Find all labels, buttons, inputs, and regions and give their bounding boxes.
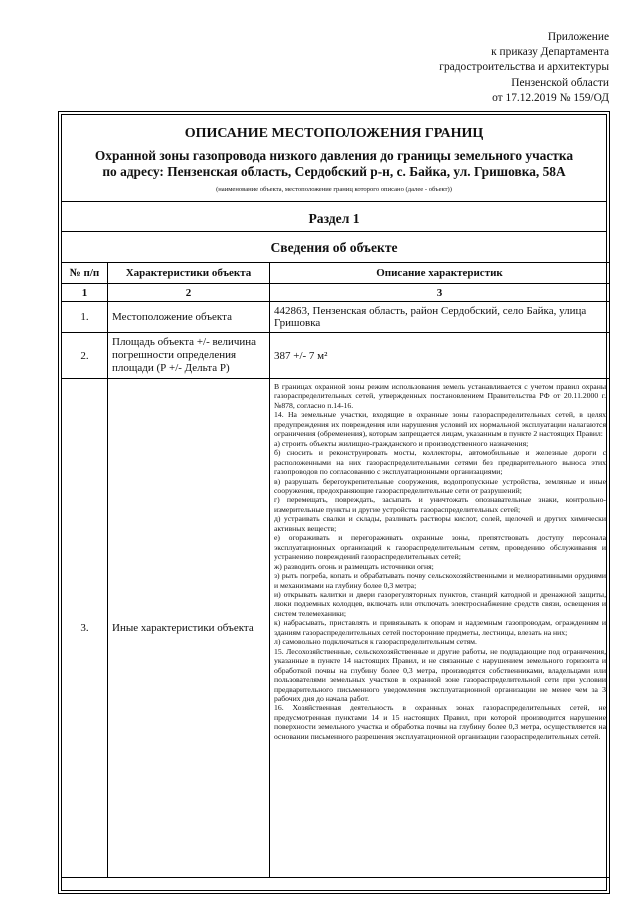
column-header: Описание характеристик (270, 263, 610, 284)
column-number: 1 (62, 284, 108, 302)
table-header-row (62, 263, 610, 284)
table-row (62, 379, 610, 878)
legal-paragraph: д) устраивать свалки и склады, разливать растворы кислот, солей, щелочей и других химически активных веществ; (274, 514, 606, 533)
row-number: 3. (62, 379, 108, 878)
section-subtitle: Сведения об объекте (270, 240, 398, 255)
document-frame (58, 111, 610, 894)
section-title: Раздел 1 (308, 211, 360, 226)
column-number-row (62, 284, 610, 302)
column-header: № п/п (62, 263, 108, 284)
legal-paragraph: в) разрушать берегоукрепительные сооружения, водопропускные устройства, земляные и иные сооружения, предохраняющие газораспределительные сети от разрушений; (274, 476, 606, 495)
legal-paragraph: к) набрасывать, приставлять и привязывать к опорам и надземным газопроводам, ограждениям и зданиям газораспределительных сетей посторонние предметы, лестницы, влезать на них; (274, 618, 606, 637)
divider (62, 231, 606, 232)
document-inner-frame (61, 114, 607, 891)
legal-paragraph: б) сносить и реконструировать мосты, коллекторы, автомобильные и железные дороги с расположенными на них газораспределительными сетями без предварительного выноса этих газопроводов по согласованию с эксплуатационными организациями; (274, 448, 606, 477)
subtitle-line-2: по адресу: Пензенская область, Сердобский р-н, с. Байка, ул. Гришовка, 58А (102, 164, 566, 179)
table-row (62, 302, 610, 333)
appendix-line: Приложение (547, 31, 609, 43)
appendix-line: градостроительства и архитектуры (439, 61, 609, 74)
legal-paragraph: 15. Лесохозяйственные, сельскохозяйственные и другие работы, не подпадающие под ограничения, указанные в пункте 14 настоящих Правил, и не связанные с нарушением земельного горизонта и обработкой почвы на глубину более 0,3 метра, производятся собственниками, владельцами или пользователями земельных участков в охранной зоне газораспределительной сети при условии предварительного письменного уведомления эксплуатационной организации не менее чем за 3 рабочих дня до начала работ. (274, 646, 606, 703)
row-characteristic: Иные характеристики объекта (108, 379, 270, 878)
column-number: 3 (270, 284, 610, 302)
subtitle-line-1: Охранной зоны газопровода низкого давления до границы земельного участка (94, 148, 574, 163)
legal-paragraph: 16. Хозяйственная деятельность в охранных зонах газораспределительных сетей, не предусмотренная пунктами 14 и 15 настоящих Правил, при которой производится нарушение поверхности земельного участка и обработка почвы на глубину более 0,3 метра, осуществляется на основании письменного разрешения эксплуатационной организации газораспределительных сетей. (274, 703, 606, 741)
object-info-table (61, 262, 610, 878)
appendix-line: к приказу Департамента (491, 46, 609, 59)
document-subtitle (62, 148, 606, 180)
column-number: 2 (108, 284, 270, 302)
legal-paragraph: и) открывать калитки и двери газорегуляторных пунктов, станций катодной и дренажной защиты, люки подземных колодцев, включать или отключать электроснабжение средств связи, освещения и систем телемеханики; (274, 589, 606, 618)
legal-paragraph: е) огораживать и перегораживать охранные зоны, препятствовать доступу персонала эксплуатационных организаций к газораспределительным сетям, проведению обслуживания и устранению повреждений газораспределительных сетей; (274, 533, 606, 562)
legal-paragraph: з) рыть погреба, копать и обрабатывать почву сельскохозяйственными и мелиоративными орудиями и механизмами на глубину более 0,3 метра; (274, 571, 606, 590)
appendix-header (439, 30, 609, 106)
row-characteristic: Местоположение объекта (108, 302, 270, 333)
row-number: 2. (62, 333, 108, 379)
document-note: (наименование объекта, местоположение границ которого описано (далее - объект)) (216, 186, 452, 193)
legal-paragraph: л) самовольно подключаться к газораспределительным сетям. (274, 637, 477, 647)
legal-paragraph: а) строить объекты жилищно-гражданского и производственного назначения; (274, 438, 529, 448)
row-number: 1. (62, 302, 108, 333)
legal-paragraph: г) перемещать, повреждать, засыпать и уничтожать опознавательные знаки, контрольно-измерительные пункты и другие устройства газораспределительных сетей; (274, 495, 606, 514)
legal-paragraph: В границах охранной зоны режим использования земель устанавливается с учетом правил охраны газораспределительных сетей, утвержденных постановлением Правительства РФ от 20.11.2000 г. №878, согласно п.14-16. (274, 382, 606, 410)
column-header: Характеристики объекта (108, 263, 270, 284)
legal-paragraph: 14. На земельные участки, входящие в охранные зоны газораспределительных сетей, в целях предупреждения их повреждения или нарушения условий их нормальной эксплуатации налагаются ограничения (обременения), которым запрещается лицам, указанным в пункте 2 настоящих Правил: (274, 410, 606, 439)
row-description-legal-text (270, 379, 610, 878)
appendix-line: от 17.12.2019 № 159/ОД (492, 91, 609, 104)
row-characteristic: Площадь объекта +/- величина погрешности определения площади (Р +/- Дельта Р) (108, 333, 270, 379)
document-title: ОПИСАНИЕ МЕСТОПОЛОЖЕНИЯ ГРАНИЦ (184, 126, 484, 141)
divider (62, 201, 606, 202)
appendix-line: Пензенской области (511, 76, 609, 89)
legal-paragraph: ж) разводить огонь и размещать источники огня; (274, 561, 434, 571)
row-description: 442863, Пензенская область, район Сердобский, село Байка, улица Гришовка (270, 302, 610, 333)
row-description: 387 +/- 7 м² (270, 333, 610, 379)
table-row (62, 333, 610, 379)
